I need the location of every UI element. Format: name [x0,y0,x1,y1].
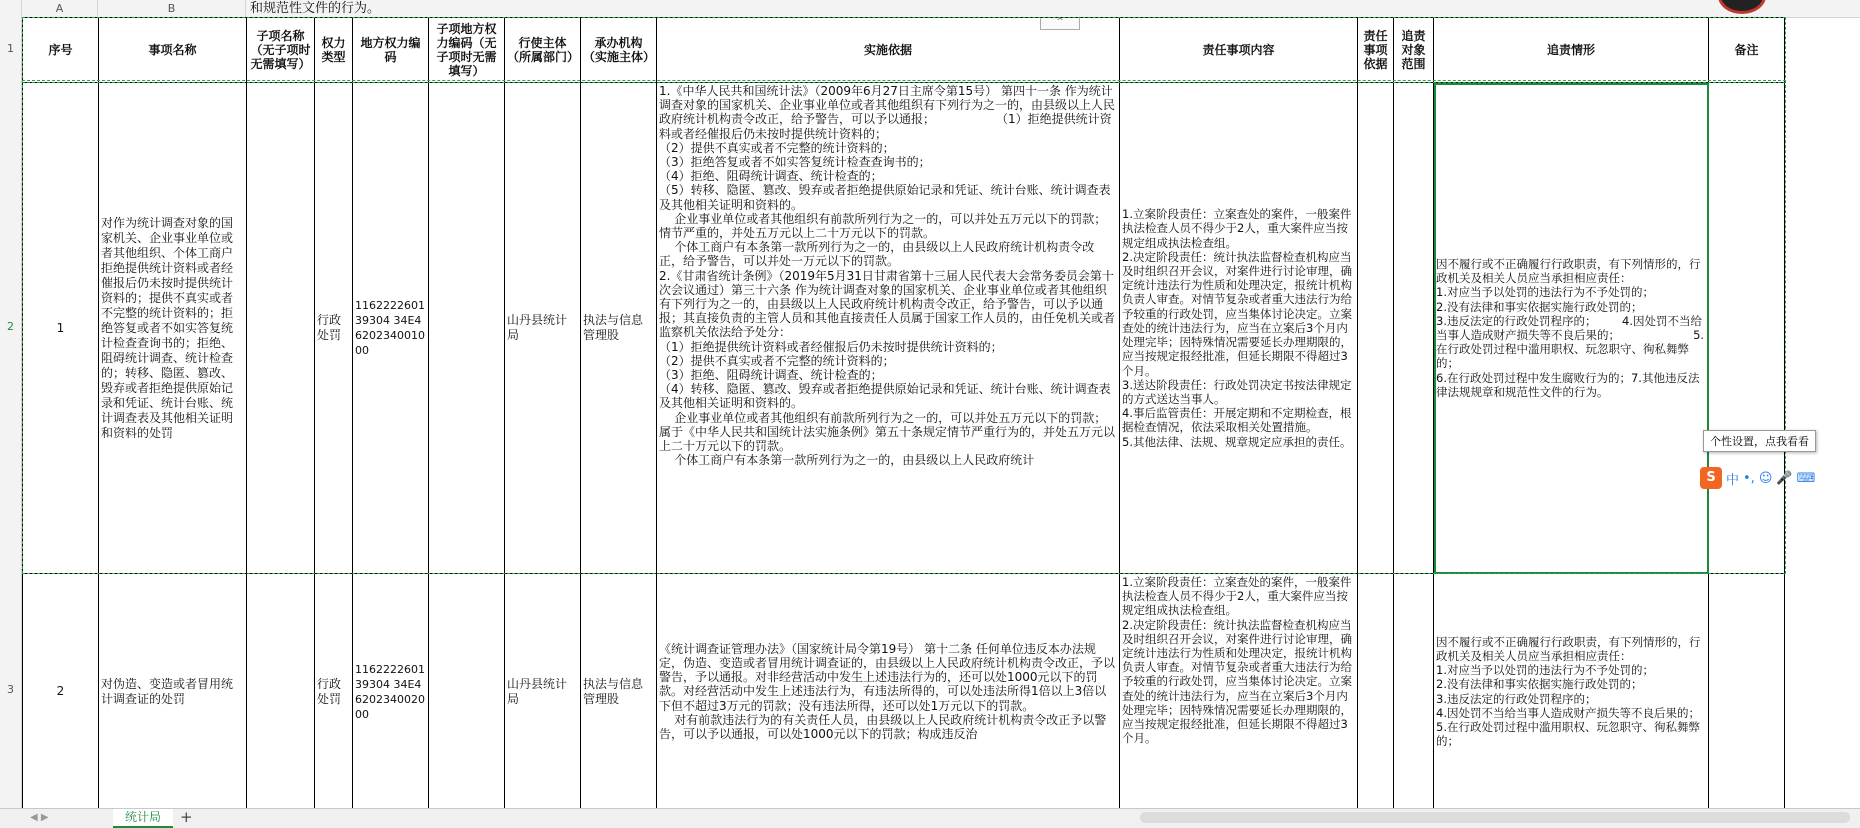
header-subitem-code[interactable]: 子项地方权力编码（无子项时无需填写） [429,18,505,83]
cell-overflow-text: 和规范性文件的行为。 [250,1,381,16]
cell-exercising-body[interactable]: 山丹县统计局 [505,574,581,810]
ime-chinese-mode-indicator[interactable]: 中 [1726,472,1740,488]
cell-undertaking-agency[interactable]: 执法与信息管理股 [581,83,657,574]
header-remark[interactable]: 备注 [1709,18,1785,83]
cell-subitem-name[interactable] [247,574,315,810]
keyboard-icon[interactable]: ⌨ [1796,470,1816,486]
sheet-tab-bar [0,808,1860,828]
cell-local-code[interactable]: 116222260139304 34E4620234002000 [353,574,429,810]
ime-settings-tooltip[interactable]: 个性设置，点我看看 [1703,430,1816,452]
header-exercising-body[interactable]: 行使主体（所属部门） [505,18,581,83]
ime-toolbar[interactable] [1700,466,1815,490]
table-row [23,83,1785,574]
header-accountability-target[interactable]: 追责对象范围 [1394,18,1434,83]
header-responsibility[interactable]: 责任事项内容 [1120,18,1358,83]
horizontal-scrollbar[interactable] [1140,812,1850,823]
collapse-ribbon-button[interactable]: ^ [1040,17,1080,30]
row-header-2[interactable]: 2 [0,81,22,572]
cell-seq[interactable]: 1 [23,83,99,574]
cell-subitem-name[interactable] [247,83,315,574]
cell-accountability-target[interactable] [1394,83,1434,574]
punctuation-icon[interactable]: •, [1743,470,1755,486]
column-header-a[interactable]: A [22,0,98,17]
cell-responsibility[interactable]: 1.立案阶段责任：立案查处的案件，一般案件执法检查人员不得少于2人，重大案件应当按规定组成执法检查组。 2.决定阶段责任：统计执法监督检查机构应当及时组织召开会议，对案件进行讨论审理，确定统计违法行为性质和处理决定，报统计机构负责人审查。对情节复杂或者重大违法行为给予较重的行政处罚，应当集体讨论决定。立案查处的统计违法行为，应当在立案后3个月内处理完毕；因特殊情况需要延长办理期限的，应当按规定报经批准，但延长期限不得超过3个月。 [1120,574,1358,810]
microphone-icon[interactable]: 🎤 [1776,470,1793,486]
cell-responsibility-basis[interactable] [1358,83,1394,574]
sheet-tab-active[interactable]: 统计局 [113,809,173,828]
cell-accountability-target[interactable] [1394,574,1434,810]
table-row [23,574,1785,810]
header-local-code[interactable]: 地方权力编码 [353,18,429,83]
cell-power-type[interactable]: 行政处罚 [315,83,353,574]
cell-exercising-body[interactable]: 山丹县统计局 [505,83,581,574]
cell-responsibility[interactable]: 1.立案阶段责任：立案查处的案件，一般案件执法检查人员不得少于2人，重大案件应当按规定组成执法检查组。 2.决定阶段责任：统计执法监督检查机构应当及时组织召开会议，对案件进行讨论审理，确定统计违法行为性质和处理决定，报统计机构负责人审查。对情节复杂或者重大违法行为给予较重的行政处罚，应当集体讨论决定。立案查处的统计违法行为，应当在立案后3个月内处理完毕；因特殊情况需要延长办理期限的，应当按规定报经批准，但延长期限不得超过3个月。 3.送达阶段责任：行政处罚决定书按法律规定的方式送达当事人。 4.事后监管责任：开展定期和不定期检查，根据检查情况，依法采取相关处置措施。 5.其他法律、法规、规章规定应承担的责任。 [1120,83,1358,574]
cell-item-name[interactable]: 对作为统计调查对象的国家机关、企业事业单位或者其他组织、个体工商户拒绝提供统计资料或者经催报后仍未按时提供统计资料的；提供不真实或者不完整的统计资料的；拒绝答复或者不如实答复统计检查查询书的；拒绝、阻碍统计调查、统计检查的；转移、隐匿、篡改、毁弃或者拒绝提供原始记录和凭证、统计台账、统计调查表及其他相关证明和资料的处罚 [99,83,247,574]
data-table [22,17,1785,810]
cell-seq[interactable]: 2 [23,574,99,810]
cell-accountability-situation[interactable]: 因不履行或不正确履行行政职责，有下列情形的，行政机关及相关人员应当承担相应责任： 1.对应当予以处罚的违法行为不予处罚的； 2.没有法律和事实依据实施行政处罚的； 3.违反法定的行政处罚程序的； 4.因处罚不当给当事人造成财产损失等不良后果的； 5.在行政处罚过程中滥用职权、玩忽职守、徇私舞弊的； [1434,574,1709,810]
column-header-b[interactable]: B [98,0,246,17]
row-header-3[interactable]: 3 [0,572,22,808]
cell-remark[interactable] [1709,574,1785,810]
select-all-corner[interactable] [0,0,22,17]
cell-legal-basis[interactable]: 《统计调查证管理办法》（国家统计局令第19号） 第十二条 任何单位违反本办法规定，伪造、变造或者冒用统计调查证的，由县级以上人民政府统计机构责令改正，予以警告，予以通报。对非经营活动中发生上述违法行为的，还可以处1000元以下的罚款。对经营活动中发生上述违法行为，有违法所得的，可以处违法所得1倍以上3倍以下但不超过3万元的罚款；没有违法所得，还可以处1万元以下的罚款。 对有前款违法行为的有关责任人员，由县级以上人民政府统计机构责令改正予以警告，可以予以通报，可以处1000元以下的罚款；构成违反治 [657,574,1120,810]
header-item-name[interactable]: 事项名称 [99,18,247,83]
header-power-type[interactable]: 权力类型 [315,18,353,83]
cell-power-type[interactable]: 行政处罚 [315,574,353,810]
spreadsheet-grid [22,17,1785,810]
header-responsibility-basis[interactable]: 责任事项依据 [1358,18,1394,83]
header-undertaking-agency[interactable]: 承办机构（实施主体） [581,18,657,83]
sheet-nav-arrows-icon[interactable]: ◀ ▶ [30,812,49,823]
table-header-row [23,18,1785,83]
cell-responsibility-basis[interactable] [1358,574,1394,810]
add-sheet-button[interactable]: + [180,808,193,826]
cell-subitem-code[interactable] [429,574,505,810]
row-header-1[interactable]: 1 [0,17,22,81]
cell-undertaking-agency[interactable]: 执法与信息管理股 [581,574,657,810]
cell-local-code[interactable]: 116222260139304 34E4620234001000 [353,83,429,574]
header-legal-basis[interactable]: 实施依据 [657,18,1120,83]
emoji-icon[interactable]: ☺ [1758,470,1773,486]
header-subitem-name[interactable]: 子项名称（无子项时无需填写） [247,18,315,83]
header-seq[interactable]: 序号 [23,18,99,83]
cell-item-name[interactable]: 对伪造、变造或者冒用统计调查证的处罚 [99,574,247,810]
cell-subitem-code[interactable] [429,83,505,574]
cell-legal-basis[interactable]: 1.《中华人民共和国统计法》（2009年6月27日主席令第15号） 第四十一条 作为统计调查对象的国家机关、企业事业单位或者其他组织有下列行为之一的，由县级以上人民政府统计机构责令改正，给予警告，可以予以通报； （1）拒绝提供统计资料或者经催报后仍未按时提供统计资料的； （2）提供不真实或者不完整的统计资料的； （3）拒绝答复或者不如实答复统计检查查询书的； （4）拒绝、阻碍统计调查、统计检查的； （5）转移、隐匿、篡改、毁弃或者拒绝提供原始记录和凭证、统计台账、统计调查表及其他相关证明和资料的。 企业事业单位或者其他组织有前款所列行为之一的，可以并处五万元以下的罚款；情节严重的，并处五万元以上二十万元以下的罚款。 个体工商户有本条第一款所列行为之一的，由县级以上人民政府统计机构责令改正，给予警告，可以并处一万元以下的罚款。 2.《甘肃省统计条例》（2019年5月31日甘肃省第十三届人民代表大会常务委员会第十次会议通过）第三十六条 作为统计调查对象的国家机关、企业事业单位或者其他组织有下列行为之一的，由县级以上人民政府统计机构责令改正，给予警告，可以予以通报；其直接负责的主管人员和其他直接责任人员属于国家工作人员的，由任免机关或者监察机关依法给予处分： （1）拒绝提供统计资料或者经催报后仍未按时提供统计资料的； （2）提供不真实或者不完整的统计资料的； （3）拒绝、阻碍统计调查、统计检查的； （4）转移、隐匿、篡改、毁弃或者拒绝提供原始记录和凭证、统计台账、统计调查表及其他相关证明和资料的。 企业事业单位或者其他组织有前款所列行为之一的，可以并处五万元以下的罚款；属于《中华人民共和国统计法实施条例》第五十条规定情节严重行为的，并处五万元以上二十万元以下的罚款。 个体工商户有本条第一款所列行为之一的，由县级以上人民政府统计 [657,83,1120,574]
header-accountability-situation[interactable]: 追责情形 [1434,18,1709,83]
cell-accountability-situation-selected[interactable]: 因不履行或不正确履行行政职责，有下列情形的，行政机关及相关人员应当承担相应责任： 1.对应当予以处罚的违法行为不予处罚的； 2.没有法律和事实依据实施行政处罚的； 3.违反法定的行政处罚程序的； 4.因处罚不当给当事人造成财产损失等不良后果的； 5.在行政处罚过程中滥用职权、玩忽职守、徇私舞弊的； 6.在行政处罚过程中发生腐败行为的；7.其他违反法律法规规章和规范性文件的行为。 [1434,83,1709,574]
cell-remark[interactable] [1709,83,1785,574]
sogou-ime-logo-icon[interactable]: S [1700,467,1722,489]
